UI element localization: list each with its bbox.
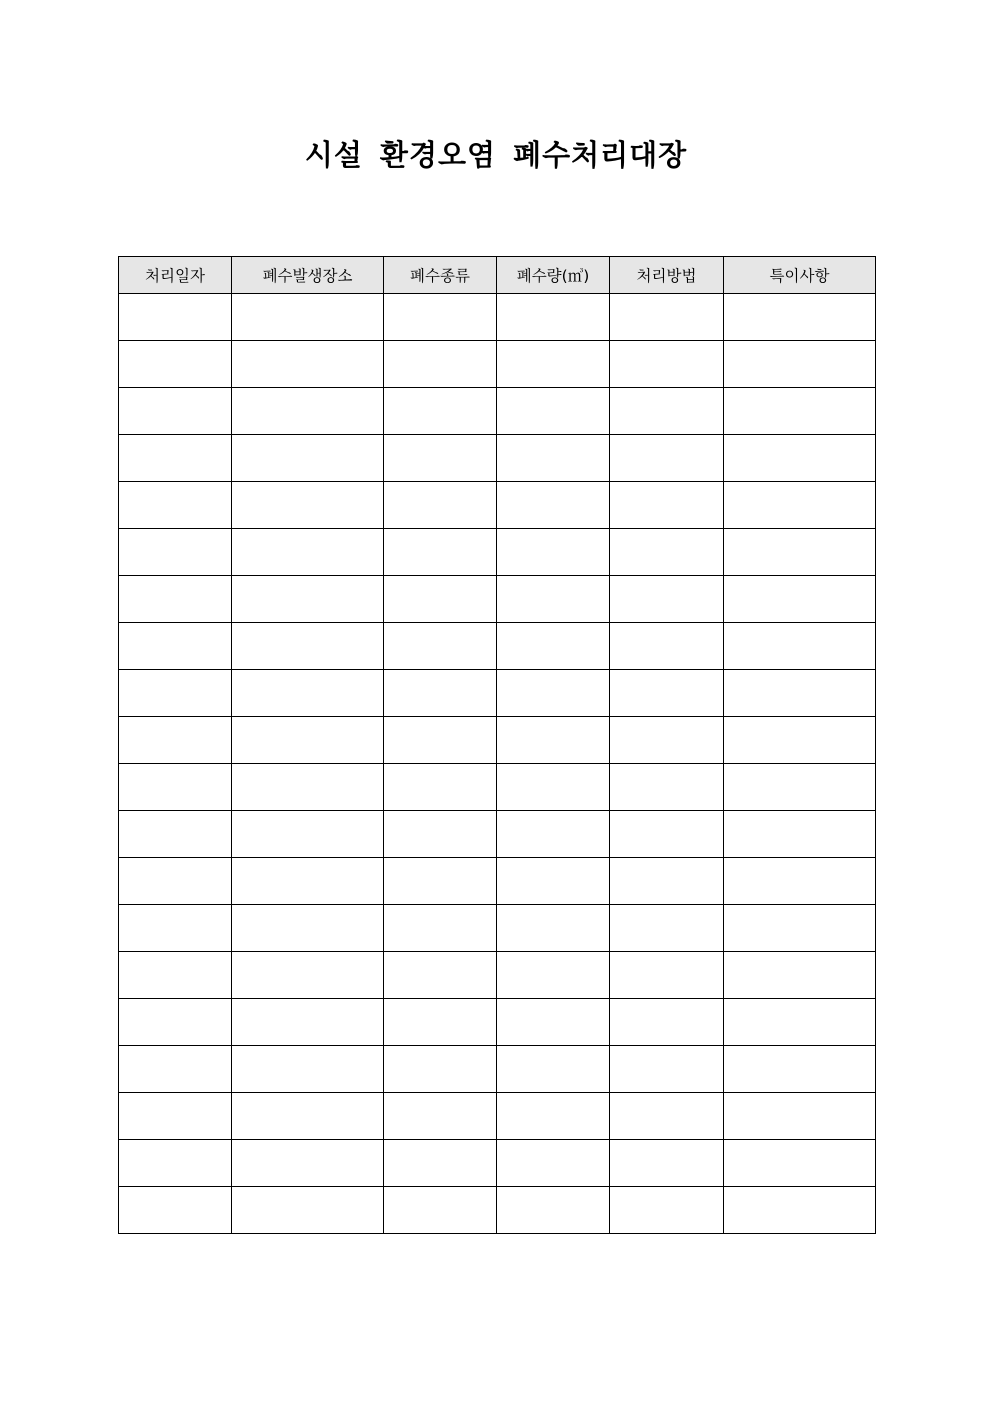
cell-treatment-method[interactable] (610, 1093, 724, 1140)
cell-wastewater-volume[interactable] (497, 1093, 610, 1140)
cell-treatment-method[interactable] (610, 1046, 724, 1093)
cell-treatment-date[interactable] (119, 623, 232, 670)
cell-treatment-method[interactable] (610, 576, 724, 623)
cell-wastewater-volume[interactable] (497, 717, 610, 764)
cell-treatment-date[interactable] (119, 764, 232, 811)
cell-treatment-date[interactable] (119, 388, 232, 435)
cell-source-location[interactable] (232, 670, 384, 717)
cell-remarks[interactable] (724, 905, 876, 952)
cell-treatment-date[interactable] (119, 482, 232, 529)
header-row (119, 257, 876, 294)
cell-wastewater-volume[interactable] (497, 435, 610, 482)
cell-wastewater-type[interactable] (384, 811, 497, 858)
cell-remarks[interactable] (724, 341, 876, 388)
cell-treatment-method[interactable] (610, 623, 724, 670)
cell-remarks[interactable] (724, 717, 876, 764)
table-row (119, 341, 876, 388)
cell-remarks[interactable] (724, 294, 876, 341)
table-row (119, 576, 876, 623)
cell-source-location[interactable] (232, 1187, 384, 1234)
cell-wastewater-type[interactable] (384, 623, 497, 670)
cell-treatment-date[interactable] (119, 529, 232, 576)
cell-wastewater-type[interactable] (384, 294, 497, 341)
cell-treatment-date[interactable] (119, 1140, 232, 1187)
cell-source-location[interactable] (232, 294, 384, 341)
cell-remarks[interactable] (724, 1187, 876, 1234)
table-row (119, 670, 876, 717)
table-row (119, 1093, 876, 1140)
table-row (119, 388, 876, 435)
cell-remarks[interactable] (724, 858, 876, 905)
cell-wastewater-type[interactable] (384, 482, 497, 529)
cell-treatment-method[interactable] (610, 811, 724, 858)
cell-wastewater-volume[interactable] (497, 623, 610, 670)
cell-wastewater-type[interactable] (384, 764, 497, 811)
cell-source-location[interactable] (232, 905, 384, 952)
cell-wastewater-volume[interactable] (497, 482, 610, 529)
cell-treatment-date[interactable] (119, 717, 232, 764)
cell-wastewater-volume[interactable] (497, 294, 610, 341)
cell-remarks[interactable] (724, 623, 876, 670)
cell-wastewater-type[interactable] (384, 717, 497, 764)
cell-wastewater-volume[interactable] (497, 529, 610, 576)
cell-wastewater-type[interactable] (384, 388, 497, 435)
cell-treatment-method[interactable] (610, 1140, 724, 1187)
cell-treatment-method[interactable] (610, 294, 724, 341)
cell-treatment-method[interactable] (610, 858, 724, 905)
cell-treatment-date[interactable] (119, 576, 232, 623)
cell-remarks[interactable] (724, 529, 876, 576)
cell-treatment-date[interactable] (119, 811, 232, 858)
cell-treatment-date[interactable] (119, 294, 232, 341)
cell-treatment-method[interactable] (610, 435, 724, 482)
table-row (119, 764, 876, 811)
cell-source-location[interactable] (232, 388, 384, 435)
cell-treatment-method[interactable] (610, 952, 724, 999)
cell-remarks[interactable] (724, 1140, 876, 1187)
cell-wastewater-type[interactable] (384, 858, 497, 905)
cell-treatment-date[interactable] (119, 341, 232, 388)
cell-remarks[interactable] (724, 952, 876, 999)
cell-wastewater-volume[interactable] (497, 1187, 610, 1234)
header-wastewater-type: 폐수종류 (384, 257, 497, 294)
cell-source-location[interactable] (232, 435, 384, 482)
table-row (119, 952, 876, 999)
cell-treatment-method[interactable] (610, 905, 724, 952)
cell-wastewater-type[interactable] (384, 952, 497, 999)
cell-source-location[interactable] (232, 764, 384, 811)
cell-treatment-date[interactable] (119, 1093, 232, 1140)
cell-wastewater-type[interactable] (384, 341, 497, 388)
cell-source-location[interactable] (232, 717, 384, 764)
table-row (119, 717, 876, 764)
cell-treatment-method[interactable] (610, 529, 724, 576)
table-row (119, 1140, 876, 1187)
table-row (119, 529, 876, 576)
cell-source-location[interactable] (232, 529, 384, 576)
cell-wastewater-type[interactable] (384, 576, 497, 623)
cell-wastewater-type[interactable] (384, 1140, 497, 1187)
table-row (119, 435, 876, 482)
cell-treatment-method[interactable] (610, 341, 724, 388)
cell-source-location[interactable] (232, 811, 384, 858)
cell-source-location[interactable] (232, 952, 384, 999)
cell-remarks[interactable] (724, 670, 876, 717)
cell-wastewater-type[interactable] (384, 1093, 497, 1140)
table-row (119, 482, 876, 529)
cell-remarks[interactable] (724, 1093, 876, 1140)
cell-source-location[interactable] (232, 482, 384, 529)
cell-wastewater-type[interactable] (384, 1046, 497, 1093)
cell-wastewater-type[interactable] (384, 999, 497, 1046)
cell-remarks[interactable] (724, 388, 876, 435)
cell-treatment-date[interactable] (119, 858, 232, 905)
cell-source-location[interactable] (232, 623, 384, 670)
cell-source-location[interactable] (232, 1140, 384, 1187)
table-row (119, 905, 876, 952)
cell-treatment-method[interactable] (610, 388, 724, 435)
cell-wastewater-volume[interactable] (497, 1140, 610, 1187)
cell-wastewater-volume[interactable] (497, 341, 610, 388)
header-treatment-date: 처리일자 (119, 257, 232, 294)
cell-source-location[interactable] (232, 1093, 384, 1140)
cell-source-location[interactable] (232, 1046, 384, 1093)
cell-wastewater-type[interactable] (384, 435, 497, 482)
cell-wastewater-volume[interactable] (497, 670, 610, 717)
cell-remarks[interactable] (724, 1046, 876, 1093)
cell-remarks[interactable] (724, 999, 876, 1046)
table-row (119, 294, 876, 341)
table-row (119, 811, 876, 858)
cell-treatment-date[interactable] (119, 435, 232, 482)
table-row (119, 623, 876, 670)
table-row (119, 858, 876, 905)
cell-source-location[interactable] (232, 999, 384, 1046)
cell-treatment-method[interactable] (610, 1187, 724, 1234)
cell-treatment-date[interactable] (119, 999, 232, 1046)
header-remarks: 특이사항 (724, 257, 876, 294)
cell-remarks[interactable] (724, 435, 876, 482)
cell-treatment-method[interactable] (610, 999, 724, 1046)
cell-wastewater-volume[interactable] (497, 858, 610, 905)
cell-treatment-method[interactable] (610, 717, 724, 764)
cell-source-location[interactable] (232, 341, 384, 388)
table-row (119, 1046, 876, 1093)
cell-wastewater-type[interactable] (384, 670, 497, 717)
cell-wastewater-volume[interactable] (497, 576, 610, 623)
cell-wastewater-volume[interactable] (497, 764, 610, 811)
cell-wastewater-type[interactable] (384, 905, 497, 952)
table-row (119, 1187, 876, 1234)
page-title: 시설 환경오염 폐수처리대장 (304, 138, 688, 172)
cell-source-location[interactable] (232, 858, 384, 905)
cell-wastewater-type[interactable] (384, 1187, 497, 1234)
cell-treatment-date[interactable] (119, 1187, 232, 1234)
cell-treatment-date[interactable] (119, 1046, 232, 1093)
cell-source-location[interactable] (232, 576, 384, 623)
cell-wastewater-volume[interactable] (497, 905, 610, 952)
cell-remarks[interactable] (724, 482, 876, 529)
cell-treatment-date[interactable] (119, 905, 232, 952)
cell-treatment-date[interactable] (119, 952, 232, 999)
wastewater-ledger-table (118, 256, 876, 1234)
cell-treatment-method[interactable] (610, 670, 724, 717)
table-row (119, 999, 876, 1046)
cell-wastewater-type[interactable] (384, 529, 497, 576)
cell-treatment-method[interactable] (610, 764, 724, 811)
cell-remarks[interactable] (724, 764, 876, 811)
cell-remarks[interactable] (724, 576, 876, 623)
cell-treatment-date[interactable] (119, 670, 232, 717)
cell-treatment-method[interactable] (610, 482, 724, 529)
cell-remarks[interactable] (724, 811, 876, 858)
header-wastewater-volume: 폐수량(㎥) (497, 257, 610, 294)
cell-wastewater-volume[interactable] (497, 811, 610, 858)
cell-wastewater-volume[interactable] (497, 952, 610, 999)
cell-wastewater-volume[interactable] (497, 999, 610, 1046)
header-source-location: 폐수발생장소 (232, 257, 384, 294)
ledger-body (119, 294, 876, 1234)
cell-wastewater-volume[interactable] (497, 1046, 610, 1093)
cell-wastewater-volume[interactable] (497, 388, 610, 435)
header-treatment-method: 처리방법 (610, 257, 724, 294)
